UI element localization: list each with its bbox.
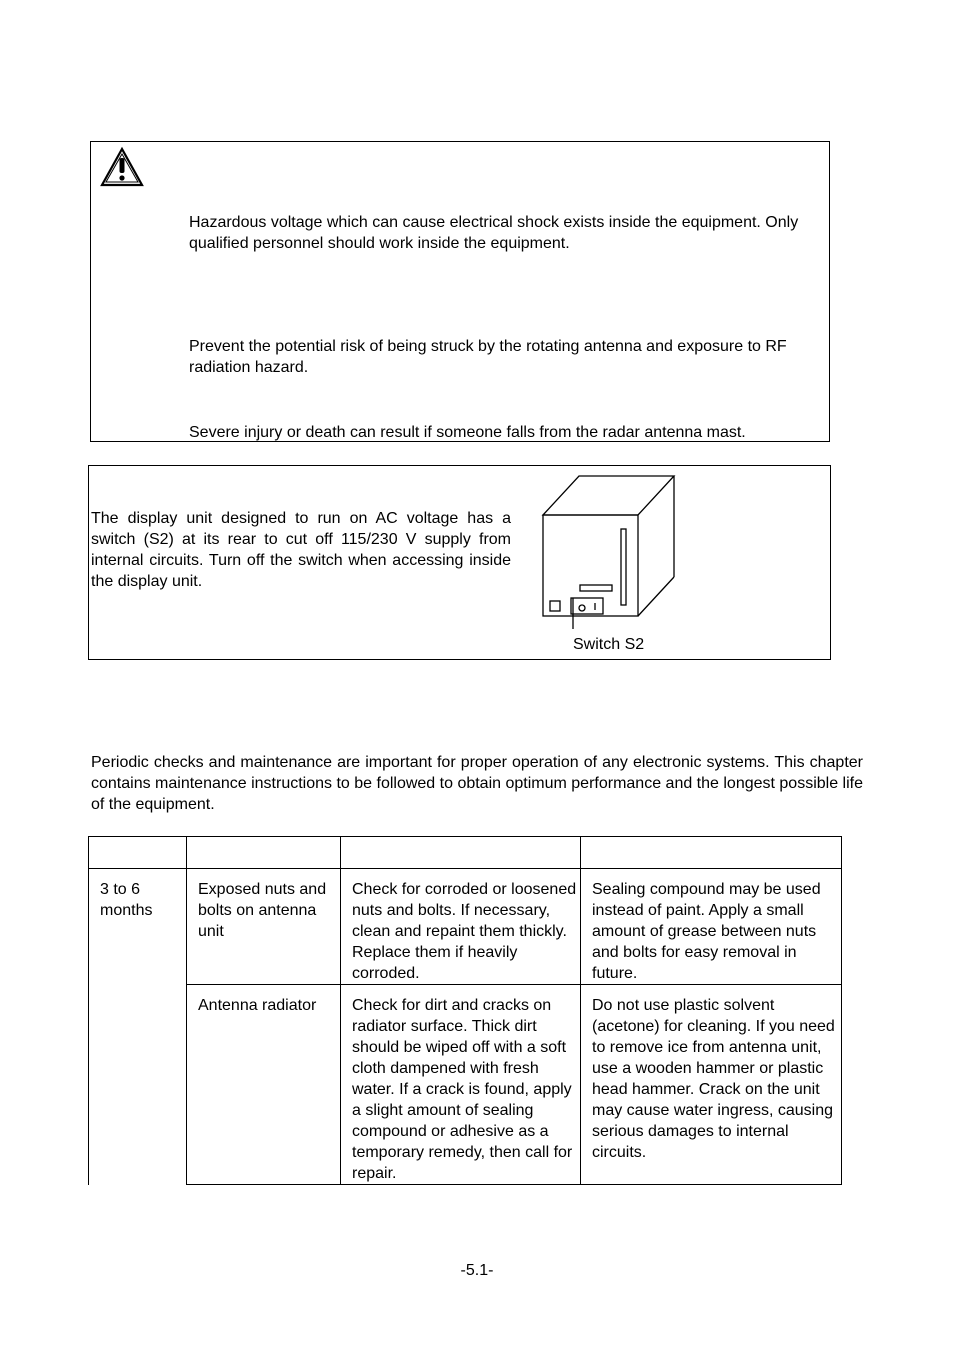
note-text: The display unit designed to run on AC voltage has a switch (S2) at its rear to cut off 115/230 V supply from internal circuits. Turn off the switch when accessing inside the display unit. — [91, 510, 511, 590]
check-cell: Check for corroded or loosened nuts and bolts. If necessary, clean and repaint them thickly. Replace them if heavily corroded. — [341, 869, 581, 985]
period-cell: 3 to 6 months — [89, 869, 187, 1185]
intro-paragraph: Periodic checks and maintenance are important for proper operation of any electronic systems. This chapter contains maintenance instructions to be followed to obtain optimum performance and the longest possible life of the equipment. — [91, 754, 864, 813]
table-header-row — [89, 837, 842, 869]
table-row — [89, 985, 842, 1185]
header-cell — [89, 837, 187, 869]
table-row — [89, 869, 842, 985]
warning-text-mast: Severe injury or death can result if someone falls from the radar antenna mast. — [189, 424, 746, 441]
warning-text-shock: Hazardous voltage which can cause electrical shock exists inside the equipment. Only qualified personnel should work inside the equipment. — [189, 214, 799, 252]
header-cell — [341, 837, 581, 869]
item-cell: Exposed nuts and bolts on antenna unit — [187, 869, 341, 985]
warning-triangle-icon — [100, 146, 144, 188]
maintenance-table — [88, 836, 842, 1185]
warning-box — [90, 141, 830, 442]
check-cell: Check for dirt and cracks on radiator surface. Thick dirt should be wiped off with a soft cloth dampened with fresh water. If a crack is found, apply a slight amount of sealing compound or adhesive as a temporary remedy, then call for repair. — [341, 985, 581, 1185]
header-cell — [581, 837, 842, 869]
header-cell — [187, 837, 341, 869]
remarks-cell: Sealing compound may be used instead of paint. Apply a small amount of grease between nuts and bolts for easy removal in future. — [581, 869, 842, 985]
page-number: -5.1- — [460, 1262, 494, 1279]
switch-s2-label: Switch S2 — [573, 636, 645, 653]
item-cell: Antenna radiator — [187, 985, 341, 1185]
remarks-cell: Do not use plastic solvent (acetone) for cleaning. If you need to remove ice from antenna unit, use a wooden hammer or plastic head hammer. Crack on the unit may cause water ingress, causing serious damages to internal circuits. — [581, 985, 842, 1185]
display-unit-illustration — [540, 472, 680, 632]
warning-text-antenna: Prevent the potential risk of being struck by the rotating antenna and exposure to RF radiation hazard. — [189, 338, 787, 376]
